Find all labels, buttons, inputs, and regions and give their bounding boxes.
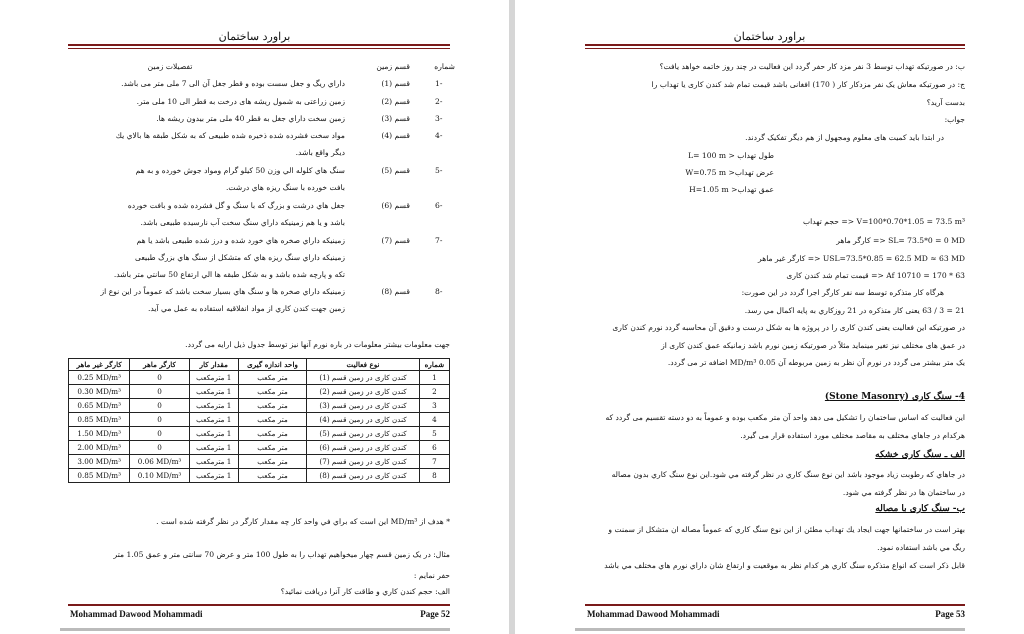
subsection-b-line: قابل ذكر است كه انواع متذكره سنگ كاري هر كدام نظر به موقعيت و ارتفاع شان داراي نورم هاي مختلف مي باشد xyxy=(604,561,965,570)
cell-skilled: 0 xyxy=(130,413,189,427)
cell-activity: کندن کاری در زمین قسم (6) xyxy=(307,441,420,455)
th-unskilled: کارگر غیر ماهر xyxy=(69,359,130,371)
given-length: طول تهداب < L= 100 m xyxy=(688,151,774,160)
cell-unskilled: 0.25 MD/m³ xyxy=(69,371,130,385)
given-width: عرض تهداب< W=0.75 m xyxy=(685,168,774,177)
answer-label: جواب: xyxy=(944,115,965,124)
next-page-edge xyxy=(60,628,450,631)
item-number: 1- xyxy=(435,79,443,88)
th-activity: نوع فعالیت xyxy=(307,359,420,371)
th-unit: واحد اندازه گیری xyxy=(238,359,306,371)
example-line: حفر نمایم : xyxy=(413,571,450,580)
section-line: اين فعاليت كه اساس ساختمان را تشكيل مى دهد واحد آن متر مكعب بوده و عموماً به دو دسته تقسيم مى گردد كه xyxy=(605,413,965,422)
cell-activity: کندن کاری در زمین قسم (7) xyxy=(307,455,420,469)
table-row xyxy=(69,441,450,455)
subsection-a-line: در جاهاي كه رطوبت زياد موجود باشد اين نوع سنگ كاري در نظر گرفته مي شود.اين نوع سنگ كاري بدون مصاله xyxy=(611,470,965,479)
list-item xyxy=(70,166,455,192)
list-item xyxy=(70,131,455,157)
cell-num: 1 xyxy=(419,371,449,385)
footer-rule xyxy=(585,604,965,606)
cell-quantity: 1 مترمکعب xyxy=(189,385,238,399)
item-soil-type: قسم (5) xyxy=(381,166,410,175)
body-line: در صورتیکه این فعالیت یعنی کندن کاری را در پروژه ها به شکل درست و دقیق آن محاسبه گردد نورم کندن کاری xyxy=(612,323,965,332)
cell-skilled: 0.10 MD/m³ xyxy=(130,469,189,483)
cell-skilled: 0 xyxy=(130,399,189,413)
header-rule-thin xyxy=(585,48,965,49)
cell-num: 6 xyxy=(419,441,449,455)
cell-quantity: 1 مترمکعب xyxy=(189,455,238,469)
item-soil-type: قسم (6) xyxy=(381,201,410,210)
th-num: شماره xyxy=(419,359,449,371)
item-number: 8- xyxy=(435,287,443,296)
footer-page-number: Page 52 xyxy=(420,609,450,619)
cell-unskilled: 0.85 MD/m³ xyxy=(69,469,130,483)
item-number: 7- xyxy=(435,236,443,245)
cell-skilled: 0 xyxy=(130,441,189,455)
item-description: بافت خورده با سنگ ريزه هاي درشت. xyxy=(225,183,345,192)
table-row xyxy=(69,455,450,469)
list-item xyxy=(70,79,455,88)
page-52 xyxy=(0,0,509,634)
cell-unit: متر مکعب xyxy=(238,385,306,399)
item-description: داراي ريگ و جغل سست بوده و قطر جغل آن الى 7 ملى متر مى باشد. xyxy=(121,79,345,88)
item-soil-type: قسم (2) xyxy=(381,97,410,106)
cell-unskilled: 0.65 MD/m³ xyxy=(69,399,130,413)
item-description: تكه و پارچه شده باشد و به شكل طبقه ها الي ارتفاع 50 سانتي متر باشد. xyxy=(113,270,345,279)
cell-quantity: 1 مترمکعب xyxy=(189,371,238,385)
footer-rule xyxy=(68,604,450,606)
example-line: مثال: در یک زمین قسم چهار میخواهیم تهداب را به طول 100 متر و عرض 70 سانتی متر و عمق 1.05 متر xyxy=(113,550,450,559)
list-item xyxy=(70,287,455,313)
cell-activity: کندن کاری در زمین قسم (4) xyxy=(307,413,420,427)
cell-quantity: 1 مترمکعب xyxy=(189,399,238,413)
cell-unskilled: 0.85 MD/m³ xyxy=(69,413,130,427)
body-line: در عمق های مختلف نیز تغیر مینماید مثلاً در صورتیکه زمین نورم باشد زمانیکه عمق کندن کاری از xyxy=(661,341,965,350)
item-description: زمین زراعتی به شمول ریشه های درخت به قطر الی 10 ملی متر. xyxy=(136,97,345,106)
body-line: یک متر بیشتر می گردد در نورم آن نظر به زمین مربوطه آن 0.05 MD/m³ اضافه تر می گردد. xyxy=(667,358,965,367)
item-soil-type: قسم (3) xyxy=(381,114,410,123)
th-skilled: کارگر ماهر xyxy=(130,359,189,371)
cell-unit: متر مکعب xyxy=(238,413,306,427)
footer-author: Mohammad Dawood Mohammadi xyxy=(70,609,203,619)
cell-quantity: 1 مترمکعب xyxy=(189,441,238,455)
item-description: زمين جهت كندن كاري از مواد انفلاقيه استفاده به عمل مي آيد. xyxy=(147,304,345,313)
table-row xyxy=(69,469,450,483)
cell-unit: متر مکعب xyxy=(238,455,306,469)
item-description: زمينيكه داراي صخره هاي خورد شده و درز شده طبيعى باشد يا هم xyxy=(136,236,345,245)
cell-num: 5 xyxy=(419,427,449,441)
col-kind-header: قسم زمین xyxy=(376,62,410,71)
item-number: 5- xyxy=(435,166,443,175)
list-header xyxy=(70,62,455,71)
item-soil-type: قسم (4) xyxy=(381,131,410,140)
list-item xyxy=(70,201,455,227)
page-header-title: براورد ساختمان xyxy=(733,30,806,43)
item-soil-type: قسم (7) xyxy=(381,236,410,245)
body-line: 21 = 3 / 63 يعنى كار متذكره در 21 روزكاري به پايه اكمال مي رسد. xyxy=(744,306,965,315)
cell-num: 7 xyxy=(419,455,449,469)
cell-skilled: 0 xyxy=(130,371,189,385)
cell-unit: متر مکعب xyxy=(238,399,306,413)
cell-activity: کندن کاری در زمین قسم (5) xyxy=(307,427,420,441)
table-row xyxy=(69,399,450,413)
cell-num: 4 xyxy=(419,413,449,427)
page-header-title: براورد ساختمان xyxy=(218,30,291,43)
item-description: زمينيكه داراي سنگ ريزه هاي كه متشكل از سنگ هاي بزرگ طبيعى xyxy=(135,253,345,262)
cell-num: 8 xyxy=(419,469,449,483)
list-item xyxy=(70,114,455,123)
answer-intro: در ابتدا باید کمیت های معلوم ومجهول از هم دیگر تفکیک گردند. xyxy=(745,133,944,142)
cell-unit: متر مکعب xyxy=(238,371,306,385)
cell-num: 3 xyxy=(419,399,449,413)
next-page-edge xyxy=(575,628,965,631)
col-num-header: شماره xyxy=(434,62,455,71)
header-rule-thin xyxy=(68,48,450,49)
question-line: ب: در صورتیکه تهداب توسط 3 نفر مزد كار حفر گردد این فعالیت در چند روز خاتمه خواهد یافت؟ xyxy=(659,62,965,71)
list-item xyxy=(70,236,455,279)
calc-cost: 63 * 170 = 10710 Af <= قیمت تمام شد کندن کاری xyxy=(786,271,965,280)
cell-unit: متر مکعب xyxy=(238,427,306,441)
cell-skilled: 0 xyxy=(130,427,189,441)
table-header-row xyxy=(69,359,450,371)
cell-quantity: 1 مترمکعب xyxy=(189,427,238,441)
item-number: 6- xyxy=(435,201,443,210)
cell-unskilled: 0.30 MD/m³ xyxy=(69,385,130,399)
cell-quantity: 1 مترمکعب xyxy=(189,469,238,483)
list-item xyxy=(70,97,455,106)
item-description: جغل هاي درشت و بزرگ كه با سنگ و گل فشرده شده و بافت خورده xyxy=(127,201,345,210)
cell-activity: کندن کاری در زمین قسم (1) xyxy=(307,371,420,385)
item-description: سنگ هاي كلوله الي وزن 50 كيلو گرام ومواد جوش خورده و به هم xyxy=(135,166,345,175)
cell-skilled: 0.06 MD/m³ xyxy=(130,455,189,469)
cell-activity: کندن کاری در زمین قسم (8) xyxy=(307,469,420,483)
item-description: مواد سخت فشرده شده ذخيره شده طبيعى كه به شكل طبقه ها بالاي يك xyxy=(115,131,345,140)
item-number: 2- xyxy=(435,97,443,106)
cell-unskilled: 1.50 MD/m³ xyxy=(69,427,130,441)
cell-unit: متر مکعب xyxy=(238,469,306,483)
header-rule xyxy=(585,44,965,46)
th-quantity: مقدار کار xyxy=(189,359,238,371)
subsection-b-line: بهتر است در ساختمانها جهت ايجاد يك تهداب مطئن از اين نوع سنگ كاري كه عموماً مصاله ان متشكل از سمنت و xyxy=(608,525,965,534)
subsection-a-heading: الف ـ سنگ كارى خشكه xyxy=(875,450,965,460)
item-description: باشد و يا هم زمينيكه داراي سنگ سخت آب نارسيده طبيعى باشد. xyxy=(140,218,345,227)
calc-unskilled: USL=73.5*0.85 = 62.5 MD ≈ 63 MD <= کارگر غير ماهر xyxy=(758,254,965,263)
norm-table xyxy=(68,358,450,483)
item-number: 4- xyxy=(435,131,443,140)
table-body xyxy=(69,371,450,483)
given-depth: عمق تهداب< H=1.05 m xyxy=(689,185,774,194)
calc-volume: V=100*0.70*1.05 = 73.5 m³ <= حجم تهداب xyxy=(803,217,965,226)
item-soil-type: قسم (1) xyxy=(381,79,410,88)
question-line: ج: در صورتیکه معاش یک نفر مزدکار کار ( 170) افغانی باشد قیمت تمام شد کندن کاری یا تهداب را xyxy=(651,80,965,89)
subsection-b-heading: ب- سنگ كارى با مصاله xyxy=(875,504,965,514)
cell-unskilled: 2.00 MD/m³ xyxy=(69,441,130,455)
table-row xyxy=(69,371,450,385)
item-description: زمينيكه داراي صخره ها و سنگ هاي بسيار سخت باشد كه عموماً در اين نوع از xyxy=(100,287,345,296)
table-intro: جهت معلومات بيشتر معلومات در باره نورم آنها نيز توسط جدول ذيل ارايه مى گردد. xyxy=(185,340,450,349)
item-description: ديگر واقع باشد. xyxy=(295,148,345,157)
footer-page-number: Page 53 xyxy=(935,609,965,619)
cell-num: 2 xyxy=(419,385,449,399)
table-row xyxy=(69,385,450,399)
section-heading: 4- سنگ کاری (Stone Masonry) xyxy=(824,392,965,402)
cell-skilled: 0 xyxy=(130,385,189,399)
table-row xyxy=(69,413,450,427)
cell-activity: کندن کاری در زمین قسم (3) xyxy=(307,399,420,413)
page-53 xyxy=(515,0,1024,634)
example-line: الف: حجم كندن كاري و طاقت كار آنرا دريافت نمائيد؟ xyxy=(280,587,450,596)
section-line: هركدام در جاهاي مختلف به مقاصد مختلف مورد استفاده قرار مى گيرد. xyxy=(740,431,965,440)
footer-author: Mohammad Dawood Mohammadi xyxy=(587,609,720,619)
item-soil-type: قسم (8) xyxy=(381,287,410,296)
table-row xyxy=(69,427,450,441)
subsection-a-line: در ساختمان ها در نظر گرفته مي شود. xyxy=(842,488,965,497)
cell-unit: متر مکعب xyxy=(238,441,306,455)
question-line: بدست آرید؟ xyxy=(926,98,965,107)
item-number: 3- xyxy=(435,114,443,123)
item-description: زمین سخت داراي جغل به قطر 40 ملی متر بيدون ريشه ها. xyxy=(156,114,345,123)
cell-quantity: 1 مترمکعب xyxy=(189,413,238,427)
subsection-b-line: ريگ مي باشد استفاده نمود. xyxy=(877,543,965,552)
cell-activity: کندن کاری در زمین قسم (2) xyxy=(307,385,420,399)
col-desc-header: تفصيلات زمین xyxy=(147,62,193,71)
header-rule xyxy=(68,44,450,46)
table-note: * هدف از MD/m³ اين است كه براي في واحد كار چه مقدار كارگر در نظر گرفته شده است . xyxy=(156,517,450,526)
body-line: هرگاه كار متذكره توسط سه نفر كارگر اجرا گردد در اين صورت: xyxy=(741,288,944,297)
calc-skilled: SL= 73.5*0 = 0 MD <= کارگر ماهر xyxy=(836,236,965,245)
cell-unskilled: 3.00 MD/m³ xyxy=(69,455,130,469)
